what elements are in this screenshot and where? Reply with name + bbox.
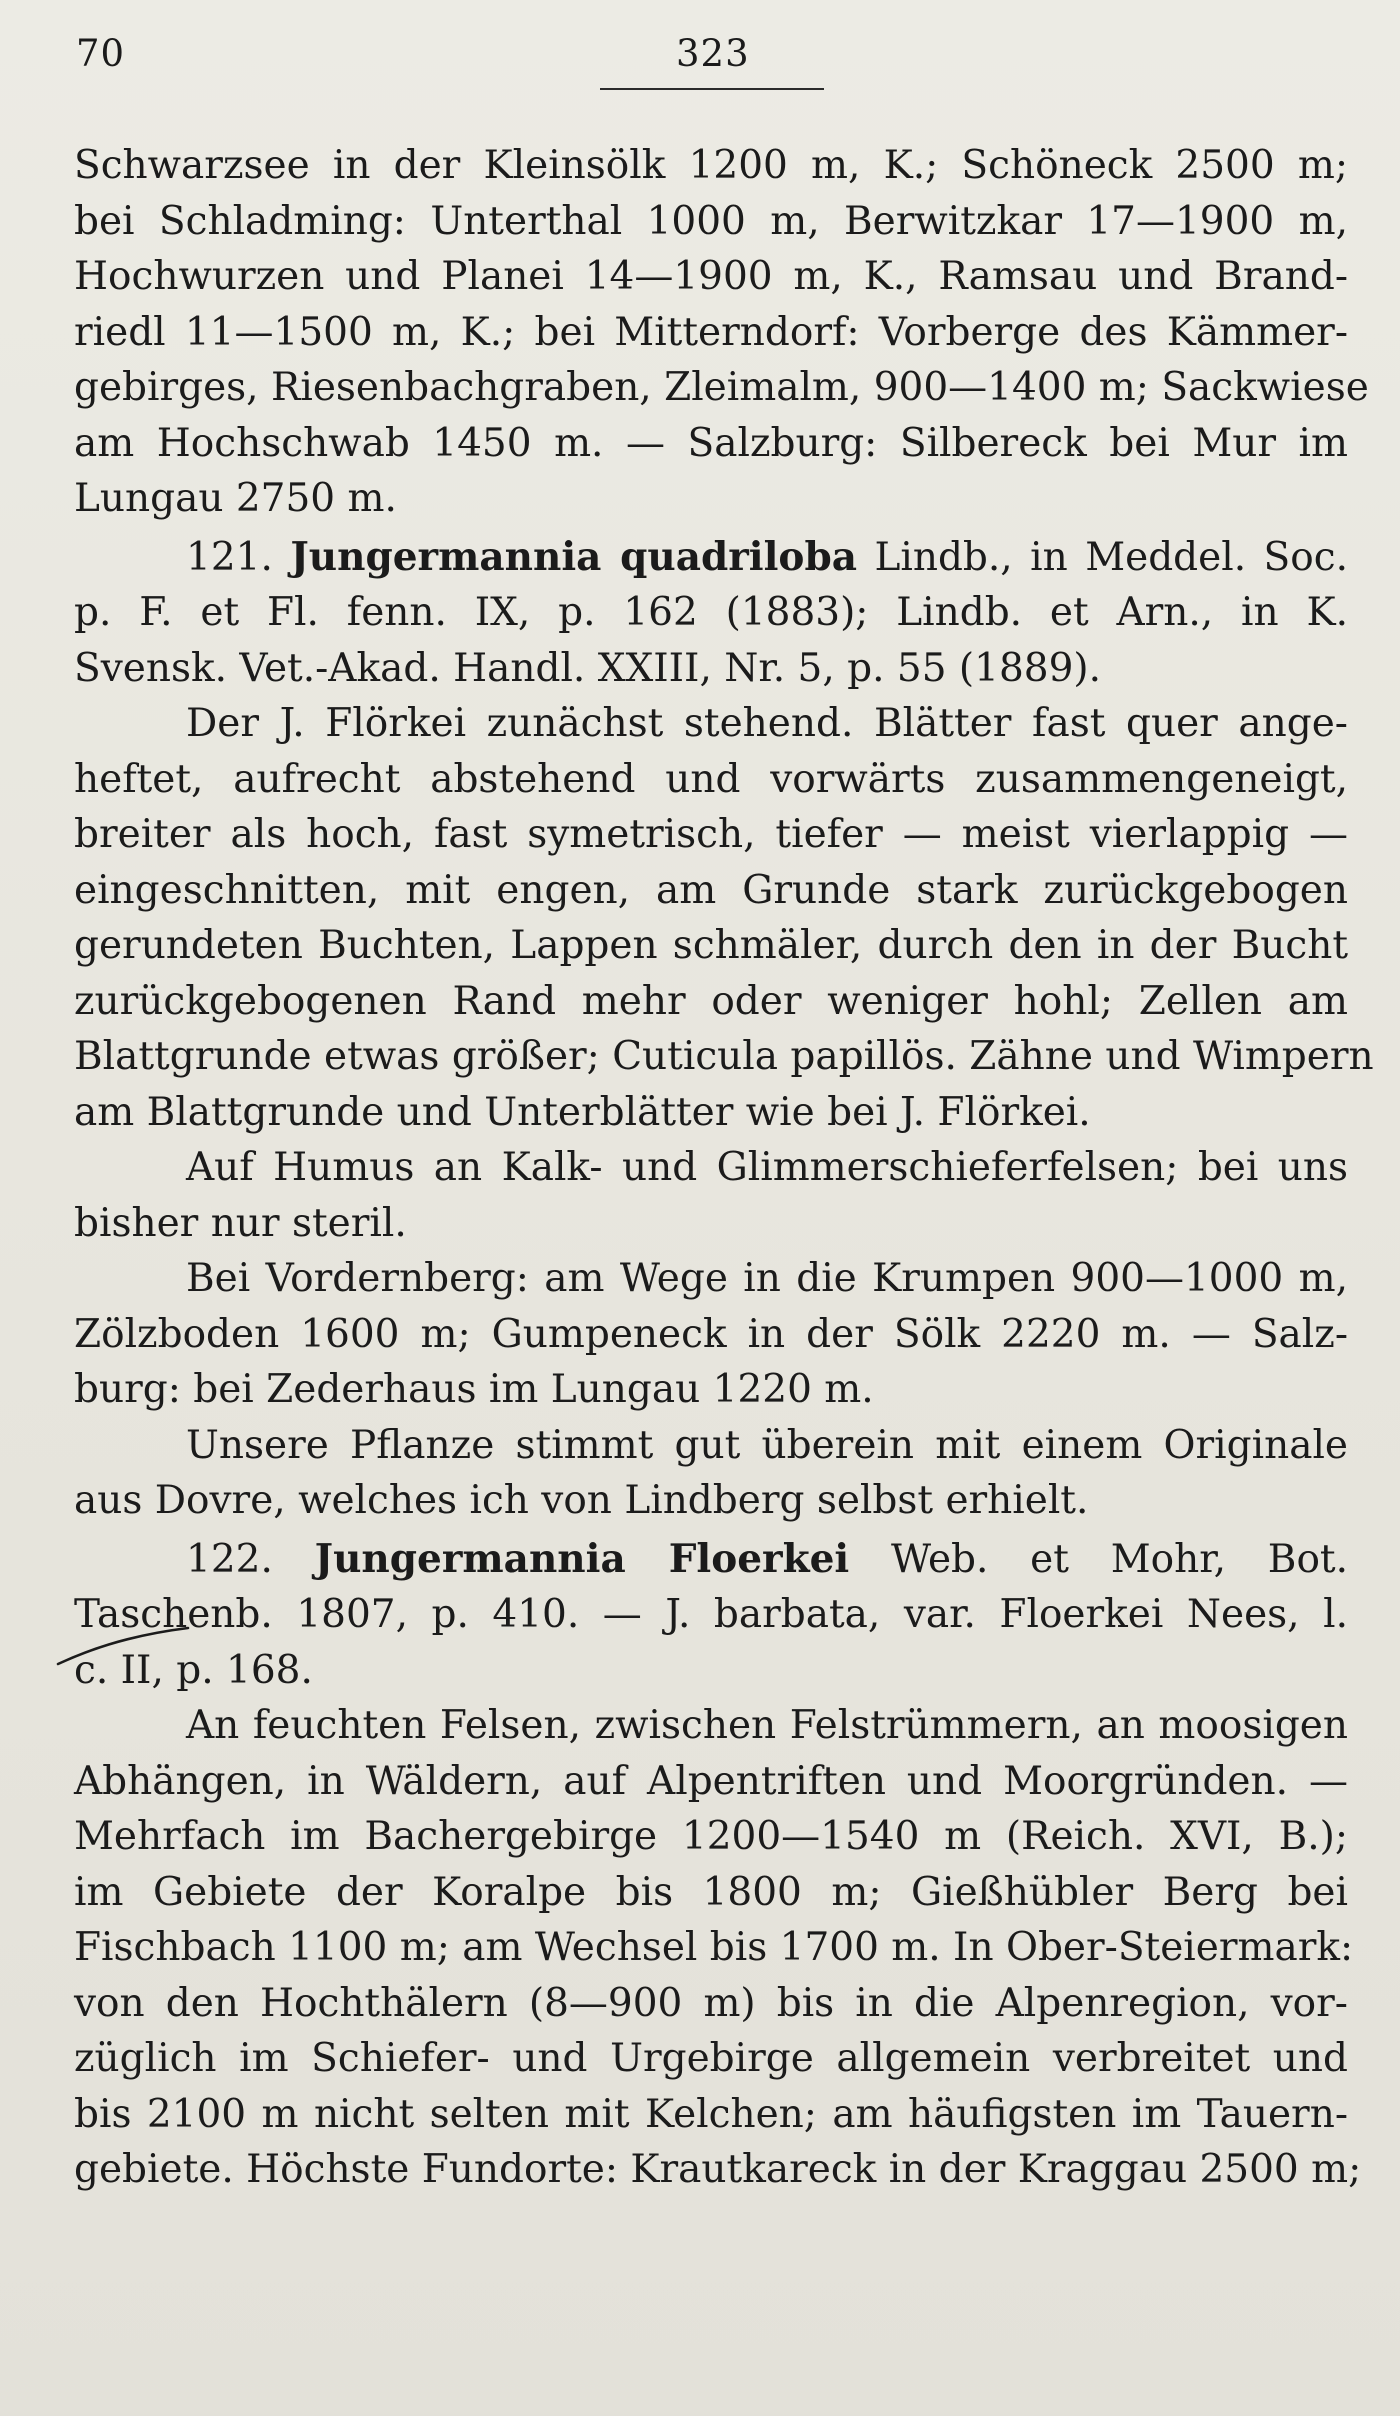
text-line: heftet, aufrecht abstehend und vorwärts zusammengeneigt, xyxy=(74,756,1348,802)
header-rule xyxy=(600,88,824,90)
text-line: Zölzboden 1600 m; Gumpeneck in der Sölk 2220 m. — Salz- xyxy=(74,1311,1348,1357)
text-line: c. II, p. 168. xyxy=(74,1647,313,1693)
species-number: 121. xyxy=(186,534,291,580)
text-line: Schwarzsee in der Kleinsölk 1200 m, K.; Schöneck 2500 m; xyxy=(74,143,1348,188)
text-line: Fischbach 1100 m; am Wechsel bis 1700 m. In Ober-Steiermark: xyxy=(74,1925,1354,1970)
body-text xyxy=(74,138,1374,2198)
text-line: bei Schladming: Unterthal 1000 m, Berwitzkar 17—1900 m, xyxy=(74,198,1348,244)
text-line: Svensk. Vet.-Akad. Handl. XXIII, Nr. 5, p. 55 (1889). xyxy=(74,645,1102,691)
species-citation: Lindb., in Meddel. Soc. xyxy=(856,534,1348,580)
text-line: bis 2100 m nicht selten mit Kelchen; am häufigsten im Tauern- xyxy=(74,2091,1348,2137)
species-heading-122 xyxy=(74,1532,1348,1588)
species-heading-121 xyxy=(74,530,1348,586)
species-name: Jungermannia quadriloba xyxy=(290,533,857,580)
text-line: bisher nur steril. xyxy=(74,1200,407,1246)
text-line: riedl 11—1500 m, K.; bei Mitterndorf: Vorberge des Kämmer- xyxy=(74,309,1348,355)
species-citation: Web. et Mohr, Bot. xyxy=(849,1536,1348,1582)
text-line: gerundeten Buchten, Lappen schmäler, durch den in der Bucht xyxy=(74,923,1348,968)
text-line: eingeschnitten, mit engen, am Grunde stark zurückgebogen xyxy=(74,867,1348,913)
text-line: Hochwurzen und Planei 14—1900 m, K., Ramsau und Brand- xyxy=(74,254,1348,299)
text-line: p. F. et Fl. fenn. IX, p. 162 (1883); Lindb. et Arn., in K. xyxy=(74,590,1348,635)
text-line: Taschenb. 1807, p. 410. — J. barbata, var. Floerkei Nees, l. xyxy=(74,1592,1348,1637)
text-line: gebiete. Höchste Fundorte: Krautkareck in der Kraggau 2500 m; xyxy=(74,2147,1362,2192)
text-line: Lungau 2750 m. xyxy=(74,476,397,521)
text-line: Blattgrunde etwas größer; Cuticula papillös. Zähne und Wimpern xyxy=(74,1034,1374,1079)
text-line: aus Dovre, welches ich von Lindberg selbst erhielt. xyxy=(74,1478,1089,1523)
text-line: züglich im Schiefer- und Urgebirge allgemein verbreitet und xyxy=(74,2036,1348,2081)
text-line: Bei Vordernberg: am Wege in die Krumpen 900—1000 m, xyxy=(186,1256,1348,1301)
species-name: Jungermannia Floerkei xyxy=(314,1535,850,1582)
text-line: burg: bei Zederhaus im Lungau 1220 m. xyxy=(74,1367,874,1412)
text-line: am Hochschwab 1450 m. — Salzburg: Silbereck bei Mur im xyxy=(74,420,1348,466)
text-line: An feuchten Felsen, zwischen Felstrümmern, an moosigen xyxy=(186,1703,1348,1748)
text-line: Der J. Flörkei zunächst stehend. Blätter fast quer ange- xyxy=(186,701,1348,746)
text-line: Unsere Pflanze stimmt gut überein mit einem Originale xyxy=(186,1422,1348,1468)
text-line: im Gebiete der Koralpe bis 1800 m; Gießhübler Berg bei xyxy=(74,1869,1348,1915)
text-line: gebirges, Riesenbachgraben, Zleimalm, 900—1400 m; Sackwiese xyxy=(74,365,1369,410)
text-line: am Blattgrunde und Unterblätter wie bei J. Flörkei. xyxy=(74,1089,1091,1135)
text-line: Abhängen, in Wäldern, auf Alpentriften und Moorgründen. — xyxy=(74,1758,1348,1804)
sheet-number: 323 xyxy=(676,32,750,75)
text-line: von den Hochthälern (8—900 m) bis in die Alpenregion, vor- xyxy=(74,1980,1348,2026)
text-line: Mehrfach im Bachergebirge 1200—1540 m (Reich. XVI, B.); xyxy=(74,1814,1348,1859)
page-number: 70 xyxy=(76,32,126,75)
text-line: zurückgebogenen Rand mehr oder weniger hohl; Zellen am xyxy=(74,978,1348,1024)
text-line: Auf Humus an Kalk- und Glimmerschieferfelsen; bei uns xyxy=(186,1145,1348,1190)
species-number: 122. xyxy=(186,1536,315,1582)
text-line: breiter als hoch, fast symetrisch, tiefer — meist vierlappig — xyxy=(74,812,1348,857)
